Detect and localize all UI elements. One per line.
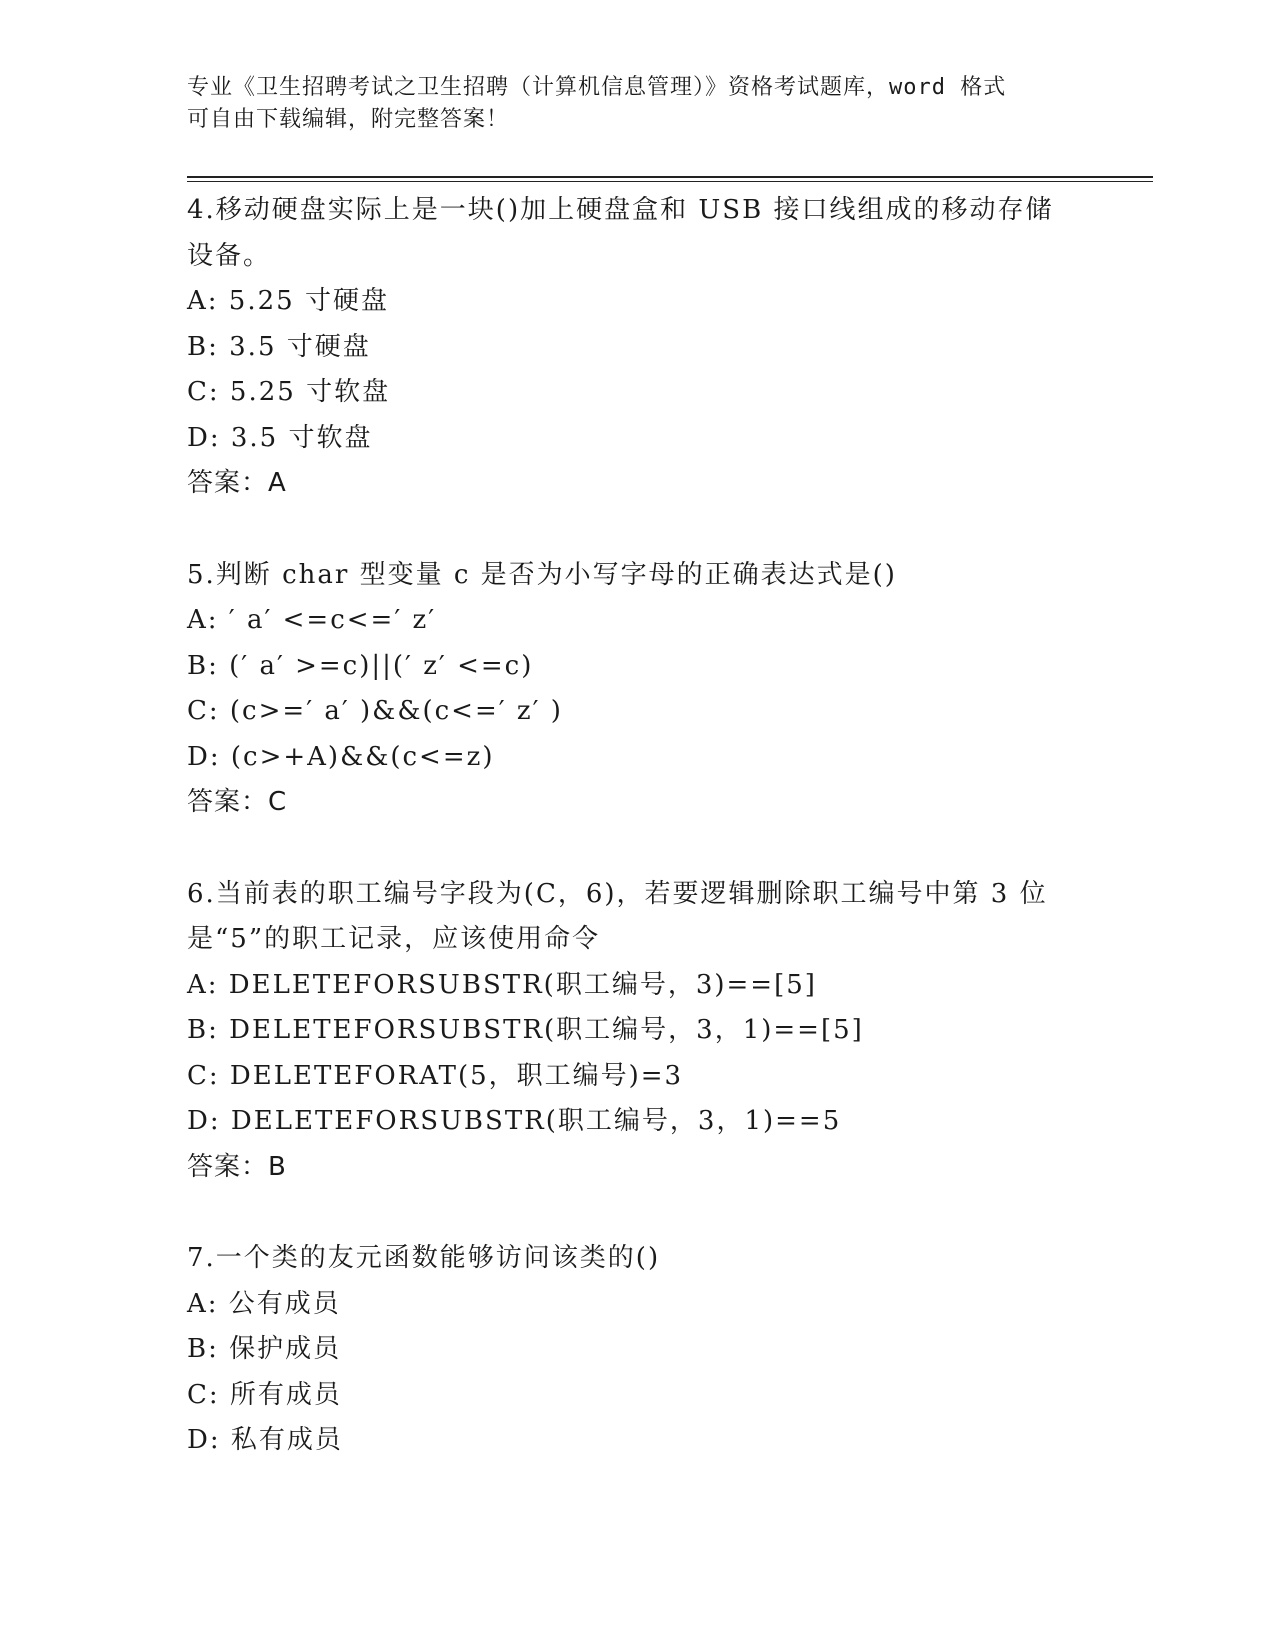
header-divider-thick xyxy=(187,176,1153,178)
option-d: D: (c>+A)&&(c<=z) xyxy=(187,741,495,772)
answer-line: 答案：A xyxy=(187,468,287,498)
answer-line: 答案：B xyxy=(187,1151,287,1182)
option-a: A: ′ a′ <=c<=′ z′ xyxy=(187,605,437,635)
question-stem-line: 是“5”的职工记录，应该使用命令 xyxy=(187,924,601,954)
option-d: D: 3.5 寸软盘 xyxy=(187,422,373,453)
option-c: C: (c>=′ a′ )&&(c<=′ z′ ) xyxy=(187,696,563,726)
option-b: B: 保护成员 xyxy=(187,1334,342,1364)
question-stem-line: 7.一个类的友元函数能够访问该类的() xyxy=(187,1243,661,1273)
question-item xyxy=(187,188,1087,507)
option-c: C: DELETEFORAT(5，职工编号)=3 xyxy=(187,1060,684,1091)
option-c: C: 所有成员 xyxy=(187,1379,342,1410)
question-stem-line: 设备。 xyxy=(187,240,272,271)
question-item xyxy=(187,872,1087,1191)
option-c: C: 5.25 寸软盘 xyxy=(187,377,391,407)
question-item xyxy=(187,553,1087,826)
option-b: B: (′ a′ >=c)||(′ z′ <=c) xyxy=(187,650,534,681)
option-a: A: 5.25 寸硬盘 xyxy=(187,286,389,316)
option-a: A: DELETEFORSUBSTR(职工编号，3)==[5] xyxy=(187,969,817,1000)
question-list xyxy=(187,188,1087,1510)
question-stem-line: 5.判断 char 型变量 c 是否为小写字母的正确表达式是() xyxy=(187,559,897,590)
option-b: B: DELETEFORSUBSTR(职工编号，3，1)==[5] xyxy=(187,1015,864,1045)
answer-line: 答案：C xyxy=(187,787,288,817)
option-d: D: DELETEFORSUBSTR(职工编号，3，1)==5 xyxy=(187,1106,842,1136)
header-divider-thin xyxy=(187,181,1153,182)
question-stem-line: 6.当前表的职工编号字段为(C，6)，若要逻辑删除职工编号中第 3 位 xyxy=(187,878,1048,909)
document-header xyxy=(187,72,1067,136)
question-item xyxy=(187,1236,1087,1464)
option-d: D: 私有成员 xyxy=(187,1425,343,1455)
header-line-2: 可自由下载编辑，附完整答案！ xyxy=(187,107,510,132)
option-b: B: 3.5 寸硬盘 xyxy=(187,331,371,362)
header-line-1: 专业《卫生招聘考试之卫生招聘（计算机信息管理）》资格考试题库，word 格式 xyxy=(187,75,1007,100)
question-stem-line: 4.移动硬盘实际上是一块()加上硬盘盒和 USB 接口线组成的移动存储 xyxy=(187,195,1054,225)
option-a: A: 公有成员 xyxy=(187,1288,341,1319)
